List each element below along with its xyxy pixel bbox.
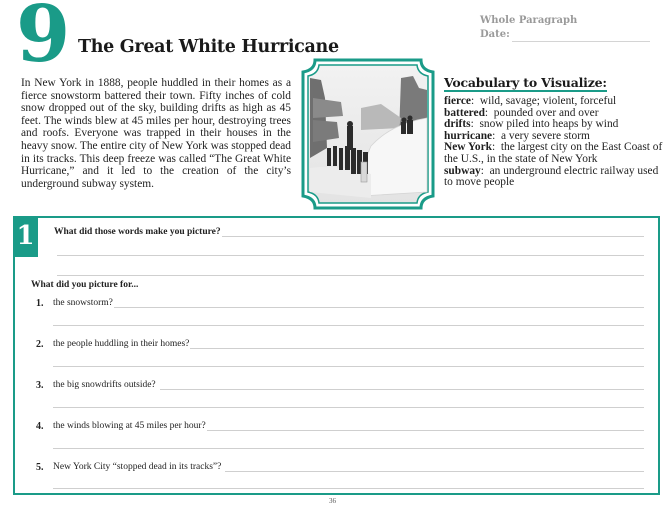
photo-frame-icon bbox=[301, 58, 435, 210]
vocab-definition: wild, savage; violent, forceful bbox=[479, 95, 617, 107]
answer-line[interactable] bbox=[57, 255, 644, 256]
question-row bbox=[53, 462, 644, 472]
answer-line[interactable] bbox=[53, 407, 644, 408]
question-text: the people huddling in their homes? bbox=[53, 339, 190, 349]
question-text: the winds blowing at 45 miles per hour? bbox=[53, 421, 206, 431]
question-number: 1. bbox=[36, 298, 44, 309]
main-question-row bbox=[54, 227, 644, 237]
answer-line[interactable] bbox=[207, 422, 644, 431]
page-number: 36 bbox=[329, 497, 336, 505]
question-row bbox=[53, 380, 644, 390]
question-number: 4. bbox=[36, 421, 44, 432]
vocab-item: subway: an underground electric railway used to move people bbox=[444, 164, 659, 189]
story-paragraph: In New York in 1888, people huddled in their homes as a fierce snowstorm battered their town. Fifty inches of cold snow dropped out of the sky, building drifts as high as 45 feet. The winds blew at 45 miles per hour, destroying trees and roofs. Everyone was trapped in their houses in the heavy snow. The entire city of New York was stopped dead in its tracks. This deep freeze was called “The Great White Hurricane,” and it led to the creation of the city’s underground subway system. bbox=[21, 77, 291, 190]
question-row bbox=[53, 339, 644, 349]
vocab-definition: pounded over and over bbox=[493, 106, 599, 119]
date-label: Date: bbox=[480, 29, 510, 40]
question-number: 2. bbox=[36, 339, 44, 350]
answer-line[interactable] bbox=[114, 299, 644, 308]
worksheet-panel bbox=[13, 216, 660, 495]
vocab-definition: snow piled into heaps by wind bbox=[479, 118, 619, 131]
vocab-item: battered: pounded over and over bbox=[444, 106, 599, 119]
answer-line[interactable] bbox=[53, 325, 644, 326]
question-number: 3. bbox=[36, 380, 44, 391]
question-row bbox=[53, 421, 644, 431]
answer-line[interactable] bbox=[53, 488, 644, 489]
sub-heading: What did you picture for... bbox=[31, 280, 139, 290]
vocab-item: drifts: snow piled into heaps by wind bbox=[444, 118, 619, 131]
answer-line[interactable] bbox=[190, 340, 644, 349]
answer-line[interactable] bbox=[160, 381, 644, 390]
vocab-definition: the largest city on the East Coast of the U.S., in the state of New York bbox=[444, 141, 663, 165]
vocab-term: subway bbox=[444, 164, 481, 177]
answer-line[interactable] bbox=[57, 275, 644, 276]
meta-block bbox=[480, 14, 650, 42]
question-text: the snowstorm? bbox=[53, 298, 113, 308]
vocab-item: hurricane: a very severe storm bbox=[444, 129, 590, 142]
answer-line[interactable] bbox=[53, 448, 644, 449]
vocab-term: hurricane bbox=[444, 129, 493, 142]
question-number: 5. bbox=[36, 462, 44, 473]
vocab-term: battered bbox=[444, 106, 485, 119]
sub-heading-row bbox=[31, 280, 138, 290]
section-number-badge: 1 bbox=[13, 216, 38, 257]
page-title: The Great White Hurricane bbox=[78, 37, 339, 57]
answer-line[interactable] bbox=[222, 228, 644, 237]
question-text: the big snowdrifts outside? bbox=[53, 380, 156, 390]
vocab-definition: a very severe storm bbox=[500, 129, 590, 142]
main-question: What did those words make you picture? bbox=[54, 227, 221, 237]
question-row bbox=[53, 298, 644, 308]
vocab-definition: an underground electric railway used to move people bbox=[444, 164, 659, 189]
date-row bbox=[480, 28, 650, 42]
vocab-term: drifts bbox=[444, 118, 471, 131]
vocabulary-title: Vocabulary to Visualize: bbox=[444, 75, 607, 90]
question-text: New York City “stopped dead in its tracks”? bbox=[53, 462, 222, 472]
vocabulary-list bbox=[444, 96, 664, 189]
vocab-term: New York bbox=[444, 141, 492, 154]
date-field[interactable] bbox=[512, 31, 650, 42]
lesson-type-label: Whole Paragraph bbox=[480, 15, 578, 26]
historical-photo bbox=[301, 58, 435, 210]
lesson-number: 9 bbox=[16, 0, 71, 80]
answer-line[interactable] bbox=[225, 463, 644, 472]
answer-line[interactable] bbox=[53, 366, 644, 367]
vocab-item: fierce: wild, savage; violent, forceful bbox=[444, 95, 617, 107]
vocab-item: New York: the largest city on the East Coast of the U.S., in the state of New York bbox=[444, 141, 663, 165]
vocab-term: fierce bbox=[444, 95, 471, 107]
vocabulary-box bbox=[444, 74, 664, 189]
